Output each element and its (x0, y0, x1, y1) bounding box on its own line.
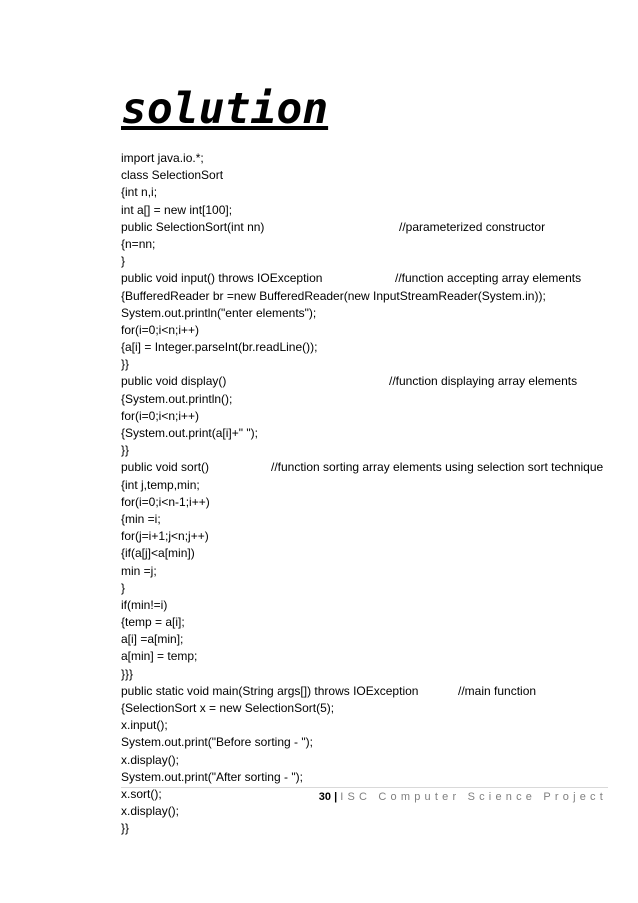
code-text: }}} (121, 666, 134, 681)
code-line (121, 597, 621, 614)
code-text: }} (121, 821, 130, 836)
code-line (121, 391, 621, 408)
code-text: class SelectionSort (121, 168, 224, 183)
code-line (121, 717, 621, 734)
code-text: System.out.print("After sorting - "); (121, 769, 303, 784)
code-line (121, 442, 621, 459)
code-text: for(i=0;i<n;i++) (121, 322, 200, 337)
code-line (121, 545, 621, 562)
code-line (121, 425, 621, 442)
code-line (121, 322, 621, 339)
code-line (121, 769, 621, 786)
code-text: {a[i] = Integer.parseInt(br.readLine()); (121, 340, 318, 355)
code-text: x.display(); (121, 804, 180, 819)
code-text: {System.out.println(); (121, 391, 233, 406)
code-text: for(i=0;i<n-1;i++) (121, 494, 210, 509)
code-text: }} (121, 443, 130, 458)
code-line (121, 752, 621, 769)
code-text: public void display() (121, 374, 227, 389)
code-line (121, 820, 621, 837)
code-text: {min =i; (121, 511, 161, 526)
code-line (121, 683, 621, 700)
page-heading: solution (121, 84, 329, 134)
code-text: if(min!=i) (121, 597, 168, 612)
code-line (121, 167, 621, 184)
code-line (121, 511, 621, 528)
code-text: } (121, 254, 126, 269)
code-text: for(j=i+1;j<n;j++) (121, 529, 209, 544)
code-listing (121, 150, 621, 838)
code-text: System.out.println("enter elements"); (121, 305, 317, 320)
code-text: public void input() throws IOException (121, 271, 323, 286)
code-comment: //function accepting array elements (395, 271, 582, 286)
code-text: int a[] = new int[100]; (121, 202, 233, 217)
code-comment: //parameterized constructor (399, 219, 546, 234)
code-line (121, 648, 621, 665)
footer-title: ISC Computer Science Project (340, 791, 607, 803)
code-text: {BufferedReader br =new BufferedReader(new InputStreamReader(System.in)); (121, 288, 546, 303)
code-text: public static void main(String args[]) throws IOException (121, 683, 419, 698)
code-text: System.out.print("Before sorting - "); (121, 735, 313, 750)
code-text: {if(a[j]<a[min]) (121, 546, 195, 561)
code-text: {SelectionSort x = new SelectionSort(5); (121, 701, 335, 715)
code-comment: //main function (458, 683, 537, 698)
code-line (121, 253, 621, 270)
code-line (121, 494, 621, 511)
code-line (121, 631, 621, 648)
code-line (121, 150, 621, 167)
code-text: public SelectionSort(int nn) (121, 219, 265, 234)
code-line (121, 270, 621, 287)
footer-divider (121, 787, 608, 788)
code-text: a[min] = temp; (121, 649, 198, 664)
code-text: import java.io.*; (121, 151, 204, 165)
code-line (121, 803, 621, 820)
code-comment: //function sorting array elements using selection sort technique (271, 460, 604, 475)
code-text: {temp = a[i]; (121, 615, 185, 630)
footer-separator: | (334, 791, 338, 803)
code-text: {n=nn; (121, 236, 156, 251)
code-line (121, 580, 621, 597)
code-text: a[i] =a[min]; (121, 632, 184, 647)
code-line (121, 700, 621, 717)
code-line (121, 305, 621, 322)
code-text: {int j,temp,min; (121, 477, 200, 492)
code-line (121, 373, 621, 390)
code-line (121, 339, 621, 356)
code-line (121, 408, 621, 425)
code-comment: //function displaying array elements (389, 374, 578, 389)
page-number: 30 (318, 791, 332, 803)
code-text: } (121, 580, 126, 595)
code-line (121, 356, 621, 373)
code-text: {System.out.print(a[i]+" "); (121, 426, 258, 440)
page-footer (319, 789, 607, 805)
code-text: for(i=0;i<n;i++) (121, 408, 200, 423)
code-text: x.display(); (121, 752, 180, 767)
code-line (121, 184, 621, 201)
code-text: public void sort() (121, 460, 210, 475)
code-line (121, 459, 621, 476)
code-line (121, 202, 621, 219)
code-text: {int n,i; (121, 185, 158, 200)
code-line (121, 288, 621, 305)
code-line (121, 528, 621, 545)
code-line (121, 666, 621, 683)
code-line (121, 477, 621, 494)
code-text: x.sort(); (121, 786, 162, 801)
code-text: x.input(); (121, 718, 168, 733)
code-line (121, 563, 621, 580)
code-line (121, 219, 621, 236)
code-text: min =j; (121, 563, 157, 578)
code-line (121, 236, 621, 253)
code-line (121, 614, 621, 631)
code-line (121, 734, 621, 751)
code-text: }} (121, 357, 130, 372)
